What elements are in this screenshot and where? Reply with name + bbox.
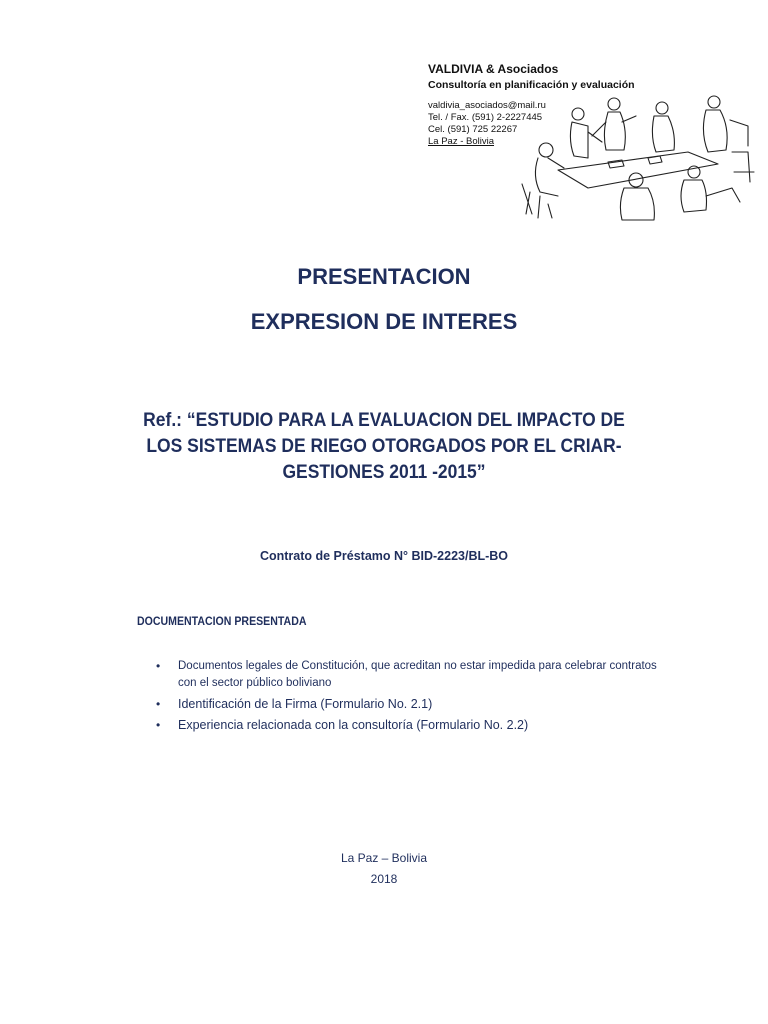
list-item bbox=[152, 658, 672, 692]
footer-place: La Paz – Bolivia bbox=[340, 851, 428, 865]
list-item-text: Experiencia relacionada con la consultoría (Formulario No. 2.2) bbox=[178, 718, 529, 732]
bullet-icon: • bbox=[156, 718, 161, 732]
list-item-text: Identificación de la Firma (Formulario No. 2.1) bbox=[178, 697, 433, 711]
documentation-list bbox=[152, 658, 672, 737]
page-title: PRESENTACION bbox=[297, 264, 471, 289]
firm-city: La Paz - Bolivia bbox=[428, 136, 495, 147]
reference-line-3: GESTIONES 2011 -2015” bbox=[282, 462, 486, 483]
documentation-heading: DOCUMENTACION PRESENTADA bbox=[137, 616, 307, 628]
firm-phone: Tel. / Fax. (591) 2-2227445 bbox=[428, 112, 543, 123]
list-item bbox=[152, 695, 672, 713]
reference-line-2: LOS SISTEMAS DE RIEGO OTORGADOS POR EL CRIAR- bbox=[146, 436, 622, 457]
list-item-text: con el sector público boliviano bbox=[178, 677, 332, 689]
firm-cell: Cel. (591) 725 22267 bbox=[428, 124, 518, 135]
list-item bbox=[152, 716, 672, 734]
letterhead bbox=[428, 62, 758, 222]
footer-year: 2018 bbox=[370, 872, 398, 886]
bullet-icon: • bbox=[156, 659, 161, 673]
meeting-sketch-icon bbox=[518, 92, 758, 222]
firm-tagline: Consultoría en planificación y evaluación bbox=[428, 79, 635, 91]
page-subtitle: EXPRESION DE INTERES bbox=[250, 309, 518, 334]
firm-name: VALDIVIA & Asociados bbox=[428, 62, 559, 76]
list-item-text: Documentos legales de Constitución, que acreditan no estar impedida para celebrar contratos bbox=[178, 660, 657, 672]
reference-block bbox=[141, 408, 627, 486]
firm-email: valdivia_asociados@mail.ru bbox=[428, 100, 546, 111]
contract-number: Contrato de Préstamo N° BID-2223/BL-BO bbox=[259, 549, 509, 563]
bullet-icon: • bbox=[156, 697, 161, 711]
reference-line-1: Ref.: “ESTUDIO PARA LA EVALUACION DEL IMPACTO DE bbox=[143, 410, 625, 431]
